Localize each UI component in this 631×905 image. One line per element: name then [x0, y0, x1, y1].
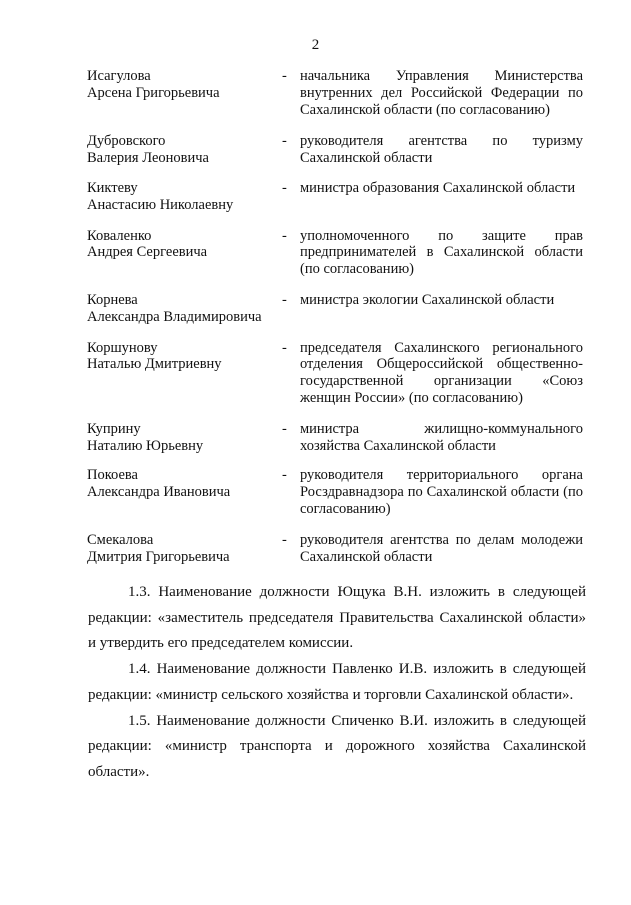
amendment-paragraphs [88, 580, 586, 786]
dash-separator: - [282, 467, 287, 484]
member-name [87, 340, 282, 407]
member-surname: Смекалова [87, 531, 154, 548]
member-given-names: Александра Владимировича [87, 308, 262, 325]
dash-separator: - [282, 420, 287, 437]
list-item [87, 133, 587, 167]
list-item [87, 532, 587, 566]
member-name [87, 421, 282, 455]
page-number: 2 [311, 37, 320, 53]
member-name [87, 180, 282, 214]
member-surname: Коршунову [87, 339, 158, 356]
dash-separator: - [282, 227, 287, 244]
member-surname: Корнева [87, 291, 138, 308]
member-given-names: Александра Ивановича [87, 484, 231, 501]
member-given-names: Наталию Юрьевну [87, 437, 204, 454]
member-position: руководителя агентства по делам молодежи Сахалинской области [300, 531, 583, 565]
member-surname: Покоева [87, 467, 138, 484]
member-name [87, 68, 282, 118]
member-position: председателя Сахалинского регионального отделения Общероссийской общественно-государственной организации «Союз женщин России» (по согласованию) [300, 339, 583, 406]
member-surname: Коваленко [87, 227, 152, 244]
list-item [87, 228, 587, 278]
dash-separator: - [282, 291, 287, 308]
dash-separator: - [282, 133, 287, 150]
list-item [87, 68, 587, 118]
list-item [87, 180, 587, 214]
member-surname: Киктеву [87, 179, 138, 196]
member-position: министра образования Сахалинской области [300, 179, 576, 196]
member-name [87, 133, 282, 167]
member-given-names: Наталью Дмитриевну [87, 356, 222, 373]
member-position: руководителя агентства по туризму Сахалинской области [300, 133, 583, 167]
member-position: начальника Управления Министерства внутренних дел Российской Федерации по Сахалинской области (по согласованию) [300, 68, 583, 118]
member-surname: Дубровского [87, 133, 166, 150]
paragraph-1-5: 1.5. Наименование должности Спиченко В.И. изложить в следующей редакции: «министр транспорта и дорожного хозяйства Сахалинской области». [88, 712, 586, 780]
member-list [87, 68, 587, 565]
member-name [87, 292, 282, 326]
member-given-names: Дмитрия Григорьевича [87, 548, 230, 565]
member-name [87, 467, 282, 517]
member-position: уполномоченного по защите прав предпринимателей в Сахалинской области (по согласованию) [300, 227, 583, 278]
paragraph-1-4: 1.4. Наименование должности Павленко И.В. изложить в следующей редакции: «министр сельского хозяйства и торговли Сахалинской области». [88, 661, 586, 703]
member-surname: Куприну [87, 420, 141, 437]
member-given-names: Анастасию Николаевну [87, 196, 234, 213]
member-given-names: Валерия Леоновича [87, 150, 209, 167]
dash-separator: - [282, 179, 287, 196]
dash-separator: - [282, 339, 287, 356]
list-item [87, 292, 587, 326]
member-position: министра экологии Сахалинской области [300, 291, 555, 308]
member-name [87, 228, 282, 278]
member-given-names: Арсена Григорьевича [87, 84, 220, 101]
member-given-names: Андрея Сергеевича [87, 244, 208, 261]
member-position: министра жилищно-коммунального хозяйства Сахалинской области [300, 420, 583, 454]
paragraph-1-3: 1.3. Наименование должности Ющука В.Н. изложить в следующей редакции: «заместитель председателя Правительства Сахалинской области» и утвердить его председателем комиссии. [88, 584, 586, 652]
dash-separator: - [282, 531, 287, 548]
list-item [87, 340, 587, 407]
member-surname: Исагулова [87, 68, 151, 84]
member-name [87, 532, 282, 566]
list-item [87, 467, 587, 517]
list-item [87, 421, 587, 455]
dash-separator: - [282, 68, 287, 84]
member-position: руководителя территориального органа Росздравнадзора по Сахалинской области (по согласованию) [300, 467, 583, 517]
